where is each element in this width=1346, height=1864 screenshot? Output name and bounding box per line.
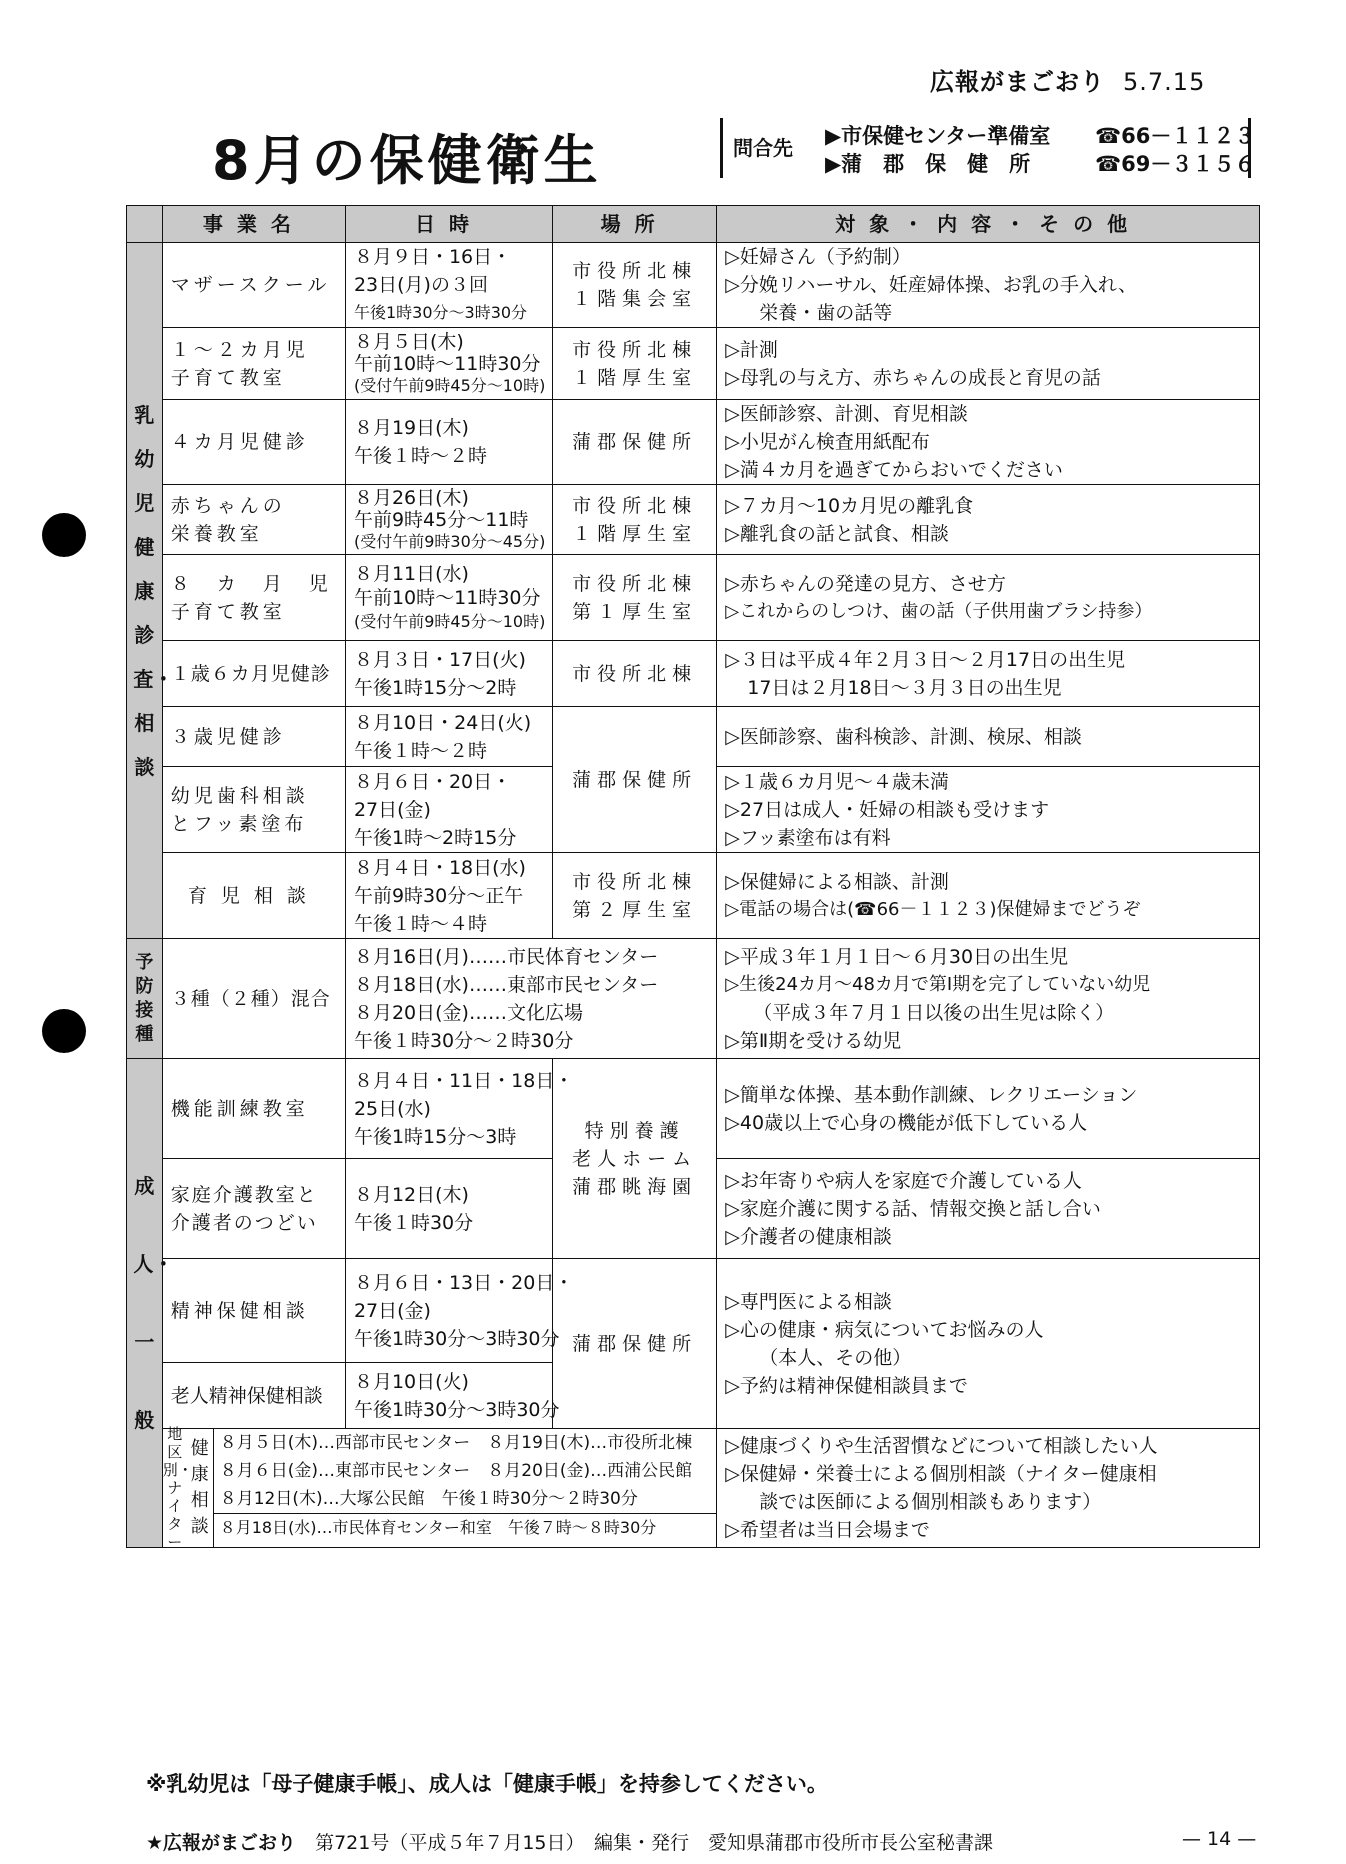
contact-row [825, 148, 1256, 178]
category-vaccination [127, 939, 163, 1059]
category-label: 乳幼児健康診査・相談 [133, 402, 174, 779]
table-header-row [127, 206, 1260, 243]
sub-name-b: 健康相談 [187, 1429, 214, 1547]
publication-name: 広報がまごおり [930, 68, 1105, 96]
contact-name: ▶蒲 郡 保 健 所 [825, 152, 1031, 176]
event-details: ▷簡単な体操、基本動作訓練、レクリエーション ▷40歳以上で心身の機能が低下している人 [717, 1059, 1260, 1159]
event-name: ３歳児健診 [162, 707, 345, 767]
event-name: 育児相談 [162, 853, 345, 939]
event-name: １～２カ月児 子育て教室 [162, 328, 345, 400]
event-date: ８月16日(月)……市民体育センター ８月18日(水)……東部市民センター ８月20日(金)……文化広場 午後１時30分～２時30分 [345, 939, 716, 1059]
sub-name-a: 地区別・ナイター [162, 1425, 193, 1551]
event-place: 市役所北棟 １階厚生室 [553, 328, 717, 400]
event-date: ８月10日(火) 午後1時30分～3時30分 [345, 1363, 552, 1429]
header-corner [127, 206, 163, 243]
event-date: ８月６日・13日・20日・ 27日(金) 午後1時30分～3時30分 [345, 1259, 552, 1363]
event-place: 市役所北棟 １階厚生室 [553, 485, 717, 555]
event-name: ４カ月児健診 [162, 400, 345, 485]
event-details: ▷健康づくりや生活習慣などについて相談したい人 ▷保健婦・栄養士による個別相談（ナイター健康相 談では医師による個別相談もあります） ▷希望者は当日会場まで [717, 1429, 1260, 1548]
event-name: ３種（２種）混合 [162, 939, 345, 1059]
punch-hole [42, 1009, 86, 1053]
event-details: ▷医師診察、計測、育児相談 ▷小児がん検査用紙配布 ▷満４カ月を過ぎてからおいでください [717, 400, 1260, 485]
table-row [127, 1059, 1260, 1159]
event-place: 蒲郡保健所 [553, 400, 717, 485]
event-date: ８月５日(木)…西部市民センター ８月19日(木)…市役所北棟 ８月６日(金)…東部市民センター ８月20日(金)…西浦公民館 ８月12日(木)…大塚公民館 午後１時30分～２時30分 ８月18日(水)…市民体育センター和室 午後７時～８時30分 [214, 1429, 717, 1547]
note: ※乳幼児は「母子健康手帳」、成人は「健康手帳」を持参してください。 [146, 1772, 828, 1796]
event-name: 精神保健相談 [162, 1259, 345, 1363]
column-header: 日時 [345, 206, 552, 243]
table-row [127, 328, 1260, 400]
event-place: 市役所北棟 [553, 641, 717, 707]
category-label: 成人・一般 [133, 1174, 174, 1432]
health-consultation-cell [162, 1425, 717, 1551]
column-header: 事業名 [162, 206, 345, 243]
event-name: ８ カ 月 児 子育て教室 [162, 555, 345, 641]
table-row [127, 641, 1260, 707]
schedule-table [126, 205, 1260, 1551]
event-details: ▷お年寄りや病人を家庭で介護している人 ▷家庭介護に関する話、情報交換と話し合い ▷介護者の健康相談 [717, 1159, 1260, 1259]
event-date: ８月26日(木) 午前9時45分～11時 (受付午前9時30分～45分) [345, 485, 552, 555]
page-title: 8月の保健衛生 [212, 129, 602, 192]
event-date: ８月11日(水) 午前10時～11時30分 (受付午前9時45分～10時) [345, 555, 552, 641]
publication-date: 5.7.15 [1123, 68, 1206, 96]
event-details: ▷３日は平成４年２月３日～２月17日の出生児 17日は２月18日～３月３日の出生児 [717, 641, 1260, 707]
event-name: 機能訓練教室 [162, 1059, 345, 1159]
contact-row [825, 120, 1256, 150]
footer-issue: 第721号（平成５年７月15日） 編集・発行 愛知県蒲郡市役所市長公室秘書課 [315, 1832, 994, 1854]
event-details: ▷専門医による相談 ▷心の健康・病気についてお悩みの人 （本人、その他） ▷予約は精神保健相談員まで [717, 1259, 1260, 1429]
contact-tel: ☎69－３１５６ [1095, 152, 1256, 176]
event-date: ８月３日・17日(火) 午後1時15分～2時 [345, 641, 552, 707]
category-infant [127, 243, 174, 939]
contact-name: ▶市保健センター準備室 [825, 124, 1051, 148]
event-place: 市役所北棟 第１厚生室 [553, 555, 717, 641]
event-details: ▷１歳６カ月児～４歳未満 ▷27日は成人・妊婦の相談も受けます ▷フッ素塗布は有料 [717, 767, 1260, 853]
event-date: ８月９日・16日・ 23日(月)の３回 午後1時30分～3時30分 [345, 243, 552, 328]
event-name: １歳６カ月児健診 [162, 641, 345, 707]
table-row [127, 707, 1260, 767]
event-name: 赤ちゃんの 栄養教室 [162, 485, 345, 555]
column-header: 対象・内容・その他 [717, 206, 1260, 243]
table-row [127, 1259, 1260, 1363]
event-place: 蒲郡保健所 [553, 1259, 717, 1429]
event-details: ▷赤ちゃんの発達の見方、させ方 ▷これからのしつけ、歯の話（子供用歯ブラシ持参） [717, 555, 1260, 641]
table-row [127, 243, 1260, 328]
event-date: ８月10日・24日(火) 午後１時～２時 [345, 707, 552, 767]
event-place: 市役所北棟 １階集会室 [553, 243, 717, 328]
event-date: ８月19日(木) 午後１時～２時 [345, 400, 552, 485]
event-details: ▷７カ月～10カ月児の離乳食 ▷離乳食の話と試食、相談 [717, 485, 1260, 555]
page-number: — 14 — [1182, 1828, 1257, 1850]
event-details: ▷妊婦さん（予約制） ▷分娩リハーサル、妊産婦体操、お乳の手入れ、 栄養・歯の話等 [717, 243, 1260, 328]
event-details: ▷医師診察、歯科検診、計測、検尿、相談 [717, 707, 1260, 767]
event-name: マザースクール [162, 243, 345, 328]
event-place: 蒲郡保健所 [553, 707, 717, 853]
event-date: ８月４日・18日(水) 午前9時30分～正午 午後１時～４時 [345, 853, 552, 939]
event-name: 老人精神保健相談 [162, 1363, 345, 1429]
table-row [127, 853, 1260, 939]
footer-publication: ★広報がまごおり [146, 1832, 297, 1854]
column-header: 場所 [553, 206, 717, 243]
footer [146, 1828, 1257, 1855]
contact-box [720, 118, 1256, 178]
contact-tel: ☎66－１１２３ [1095, 124, 1256, 148]
event-date: ８月12日(木) 午後１時30分 [345, 1159, 552, 1259]
punch-hole [42, 513, 86, 557]
category-adult [127, 1059, 174, 1548]
table-row [127, 939, 1260, 1059]
event-date: ８月５日(木) 午前10時～11時30分 (受付午前9時45分～10時) [345, 328, 552, 400]
event-details: ▷平成３年１月１日～６月30日の出生児 ▷生後24カ月～48カ月で第Ⅰ期を完了していない幼児 （平成３年７月１日以後の出生児は除く） ▷第Ⅱ期を受ける幼児 [717, 939, 1260, 1059]
event-name: 家庭介護教室と 介護者のつどい [162, 1159, 345, 1259]
event-date: ８月４日・11日・18日・ 25日(水) 午後1時15分～3時 [345, 1059, 552, 1159]
event-place: 特別養護 老人ホーム 蒲郡眺海園 [553, 1059, 717, 1259]
table-row [127, 485, 1260, 555]
event-name: 幼児歯科相談 とフッ素塗布 [162, 767, 345, 853]
contact-label: 問合先 [733, 136, 793, 160]
table-row [127, 555, 1260, 641]
publication-header [930, 62, 1205, 97]
table-row [127, 1429, 1260, 1548]
event-details: ▷計測 ▷母乳の与え方、赤ちゃんの成長と育児の話 [717, 328, 1260, 400]
category-label: 予防接種 [135, 951, 154, 1045]
table-row [127, 400, 1260, 485]
event-place: 市役所北棟 第２厚生室 [553, 853, 717, 939]
event-date: ８月６日・20日・ 27日(金) 午後1時～2時15分 [345, 767, 552, 853]
event-details: ▷保健婦による相談、計測 ▷電話の場合は(☎66－１１２３)保健婦までどうぞ [717, 853, 1260, 939]
